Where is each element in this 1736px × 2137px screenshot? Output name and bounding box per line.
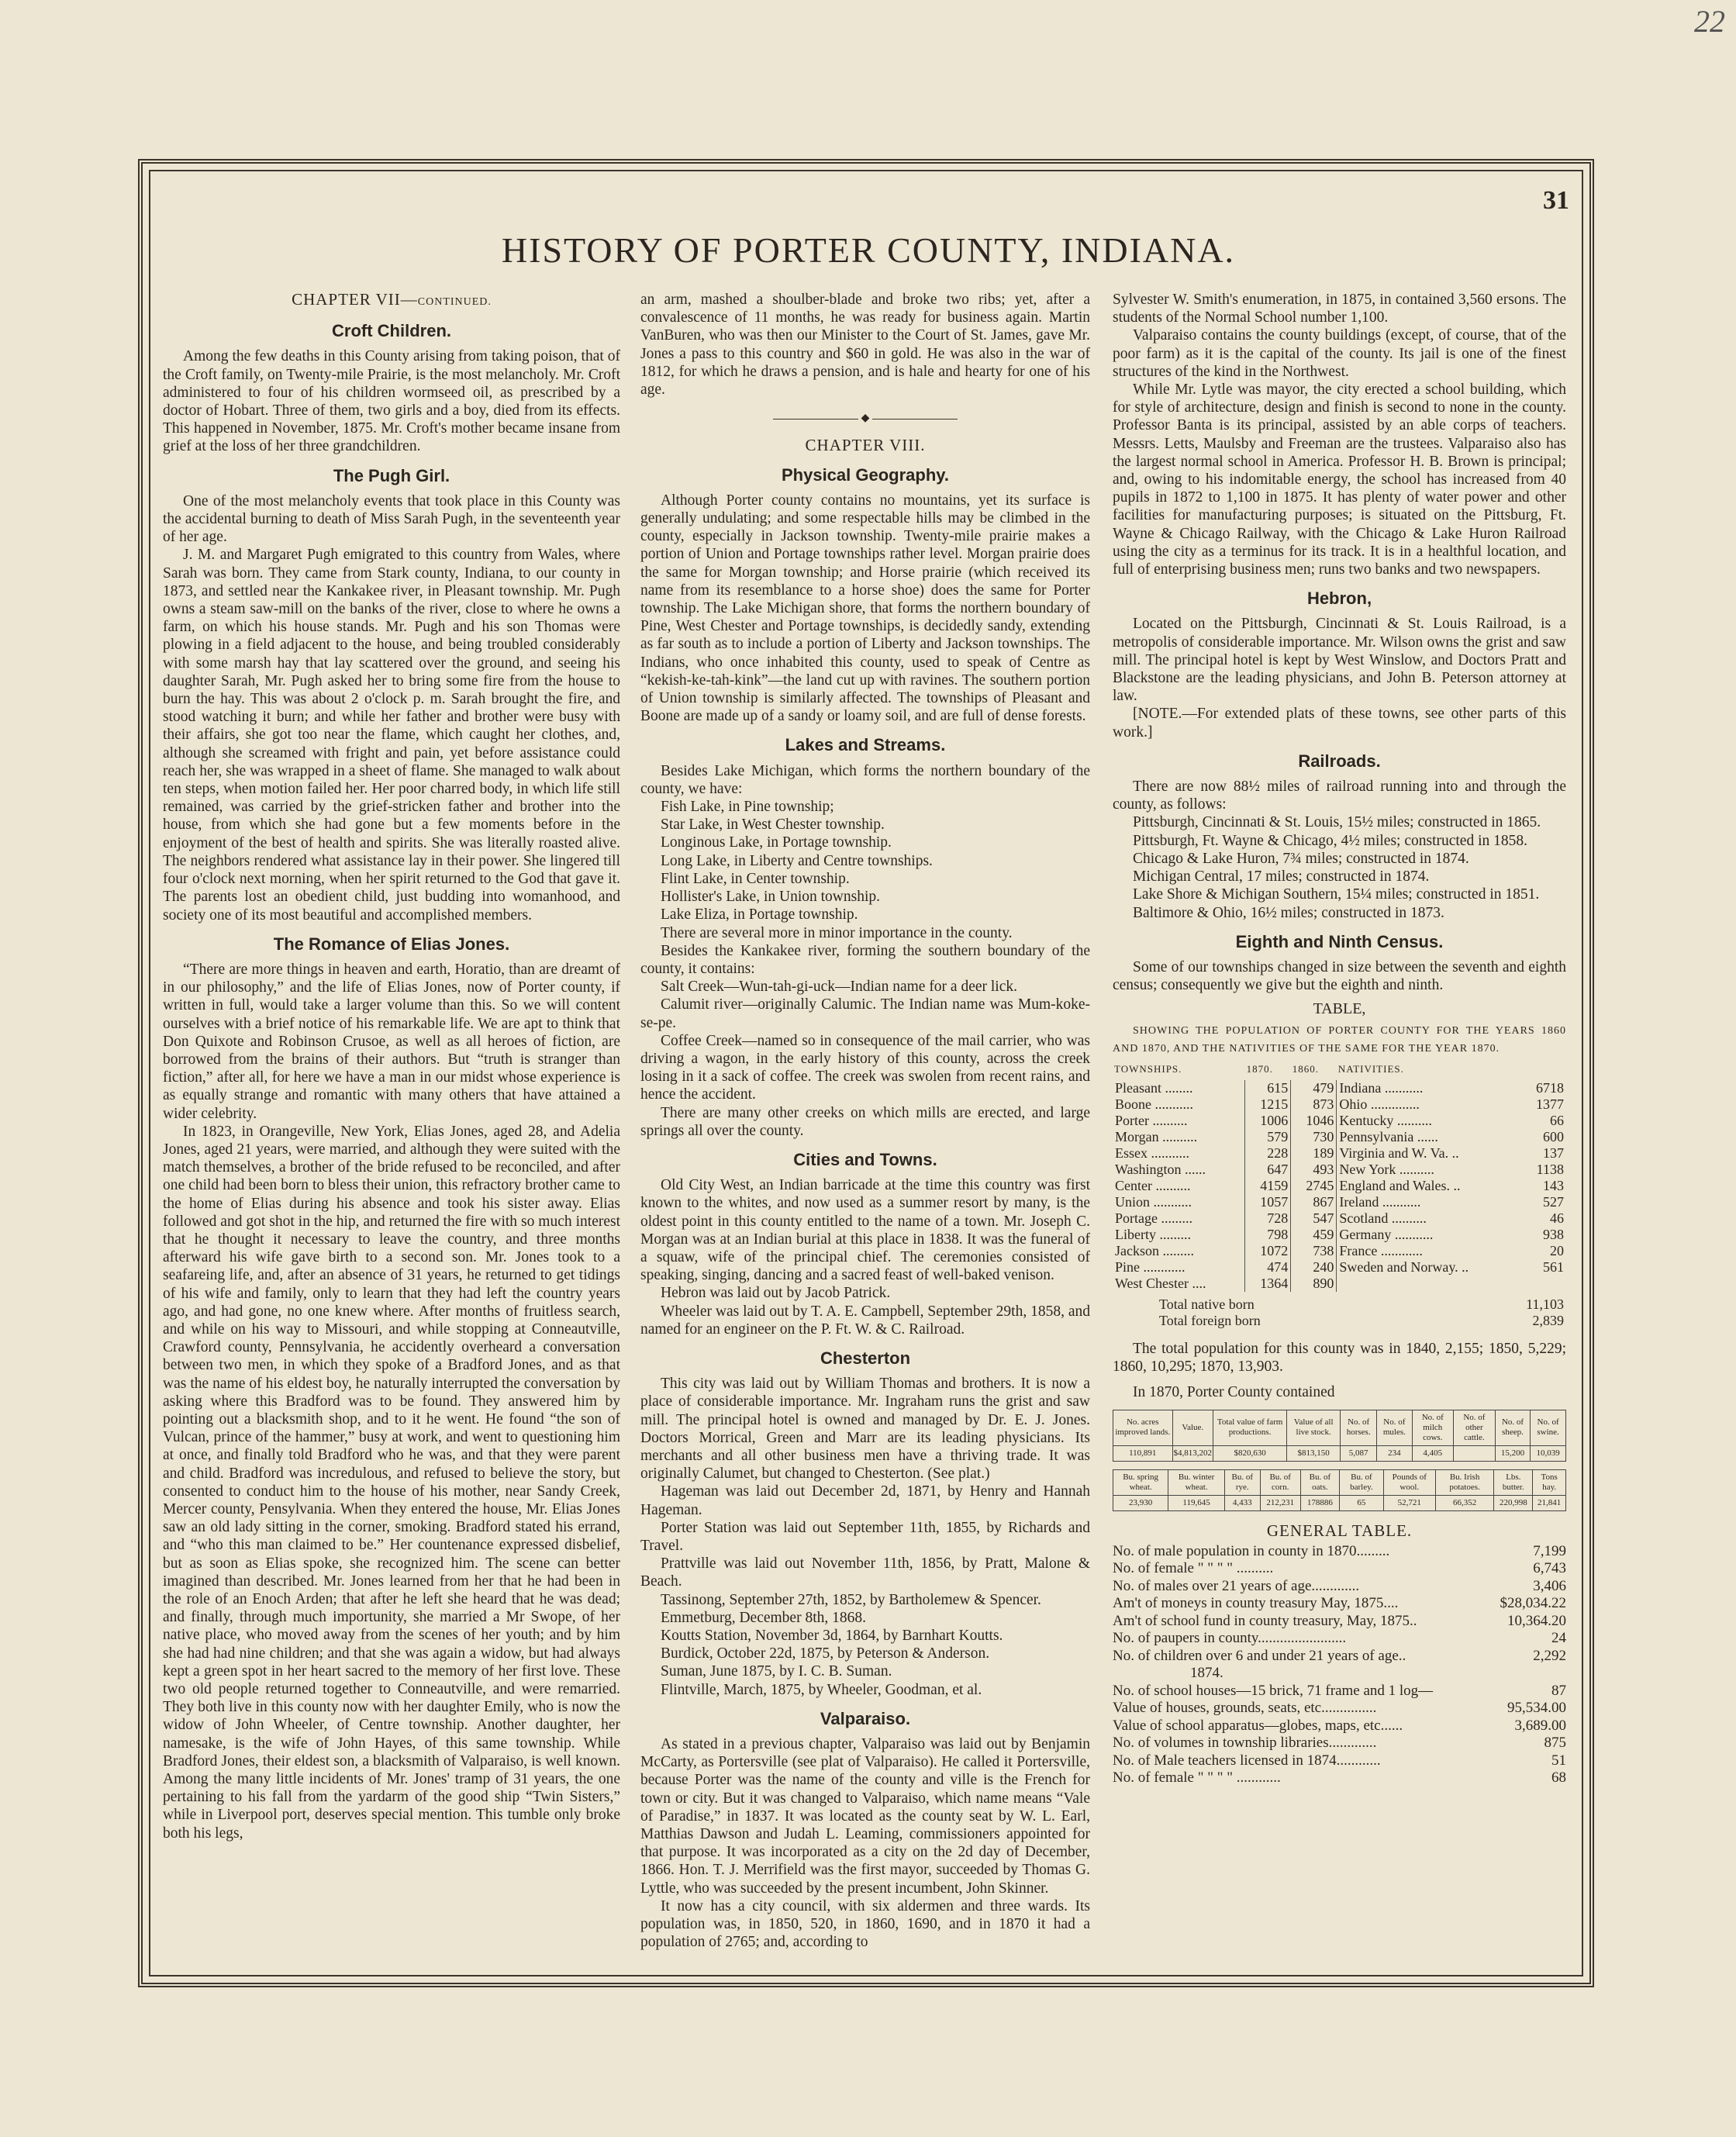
paragraph: Porter Station was laid out September 11th, 1855, by Richards and Travel. xyxy=(640,1519,1090,1554)
table-caption: TABLE, xyxy=(1313,1000,1366,1018)
stat-value: 23,930 xyxy=(1113,1495,1168,1510)
population-1870: 798 xyxy=(1245,1227,1291,1243)
total-native-label: Total native born xyxy=(1159,1296,1255,1312)
population-1870: 228 xyxy=(1245,1145,1291,1162)
stat-header: Bu. of barley. xyxy=(1340,1469,1384,1495)
general-item-label: No. of Male teachers licensed in 1874............ xyxy=(1113,1752,1381,1769)
nativity-count: 938 xyxy=(1543,1226,1564,1242)
stat-header: No. of other cattle. xyxy=(1454,1410,1496,1445)
stat-header: Bu. of rye. xyxy=(1224,1469,1260,1495)
stat-header: No. of milch cows. xyxy=(1412,1410,1454,1445)
column-3 xyxy=(1113,291,1566,1787)
paragraph: “There are more things in heaven and earth, Horatio, than are dreamt of in our philosophy,” and the life of Elias Jones, now of Porter county, if written in full, would take a larger volume than this. So we will content ourselves with a brief notice of his remarkable life. We are apt to think that Don Quixote and Robinson Crusoe, as well as all heroes of fiction, are borrowed from the brains of their authors. But “truth is stranger than fiction,” after all, for here we have a man in our midst whose experience is as equally strange and romantic with many others that have attained a wider celebrity. xyxy=(163,961,620,1122)
stat-value: 5,087 xyxy=(1341,1445,1377,1461)
stat-header: Lbs. butter. xyxy=(1494,1469,1533,1495)
population-1870: 1006 xyxy=(1245,1113,1291,1129)
col-header: 1860. xyxy=(1292,1062,1319,1075)
general-item-value: 10,364.20 xyxy=(1507,1612,1566,1629)
general-table xyxy=(1113,1543,1566,1787)
paragraph: In 1870, Porter County contained xyxy=(1133,1384,1335,1401)
township-name: Morgan .......... xyxy=(1115,1128,1198,1144)
general-item-label: Value of houses, grounds, seats, etc............... xyxy=(1113,1700,1377,1717)
paragraph: There are many other creeks on which mills are erected, and large springs all over the county. xyxy=(640,1104,1090,1139)
col-header: NATIVITIES. xyxy=(1337,1062,1404,1075)
stat-header: Bu. of corn. xyxy=(1260,1469,1300,1495)
table-row xyxy=(1113,1210,1566,1227)
general-item-value: 6,743 xyxy=(1533,1560,1566,1577)
table-row xyxy=(1113,1194,1566,1210)
paragraph: Hageman was laid out December 2d, 1871, by Henry and Hannah Hageman. xyxy=(640,1483,1090,1518)
general-item-label: Value of school apparatus—globes, maps, etc...... xyxy=(1113,1717,1403,1734)
population-1870: 579 xyxy=(1245,1129,1291,1145)
stat-value: $4,813,202 xyxy=(1172,1445,1213,1461)
general-item-value: 95,534.00 xyxy=(1507,1700,1566,1717)
table-row xyxy=(1113,1665,1566,1683)
general-item-value: 68 xyxy=(1551,1769,1566,1787)
paragraph: This city was laid out by William Thomas and brothers. It is now a place of considerable importance. Mr. Ingraham runs the grist and saw mill. The principal hotel is owned and managed by Dr. E. J. Jones. Doctors Morrical, Green and Marr are its leading physicians. Its merchants and all other business men have a thriving trade. It was originally Calumet, but changed to Chesterton. (See plat.) xyxy=(640,1376,1090,1483)
population-1870: 474 xyxy=(1245,1259,1291,1276)
paragraph: As stated in a previous chapter, Valparaiso was laid out by Benjamin McCarty, as Portersville (see plat of Valparaiso). He called it Portersville, because Porter was the name of the county and ville is the French for town or city. But it was changed to Valparaiso, which name means “Vale of Paradise,” in 1837. It was located as the county seat by W. L. Earl, Matthias Dawson and Judah L. Leaming, commissioners appointed for that purpose. It was incorporated as a city on the 2d day of December, 1866. Hon. T. J. Merrifield was the first mayor, succeeded by Thomas G. Lyttle, who was succeeded by the present incumbent, John Skinner. xyxy=(640,1736,1090,1897)
table-row xyxy=(1113,1735,1566,1752)
list-item: Longinous Lake, in Portage township. xyxy=(661,834,892,851)
list-item: Flint Lake, in Center township. xyxy=(661,870,850,887)
stat-value: 10,039 xyxy=(1531,1445,1566,1461)
table-row xyxy=(1113,1276,1566,1292)
population-1860: 867 xyxy=(1291,1194,1337,1210)
page-number: 31 xyxy=(1543,186,1569,215)
nativity-name: Ireland ........... xyxy=(1337,1194,1521,1210)
section-heading-elias: The Romance of Elias Jones. xyxy=(273,934,510,954)
stat-value: 52,721 xyxy=(1383,1495,1435,1510)
population-1860: 189 xyxy=(1291,1145,1337,1162)
paragraph: There are several more in minor importance in the county. xyxy=(661,924,1013,941)
paragraph: Suman, June 1875, by I. C. B. Suman. xyxy=(661,1663,892,1680)
nativity-count xyxy=(1521,1276,1566,1292)
paragraph: While Mr. Lytle was mayor, the city erected a school building, which for style of architecture, design and finish is second to none in the county. Professor Banta is its principal, assisted by an able corps of teachers. Messrs. Letts, Maulsby and Freeman are the trustees. Valparaiso also has the largest normal school in America. Professor H. B. Brown is principal; and, owing to his indomitable energy, the school has increased from 40 pupils in 1872 to 1,100 in 1875. It has plenty of water power and other facilities for manufacturing purposes; is situated on the Pittsburg, Ft. Wayne & Chicago Railway, with the Chicago & Lake Huron Railroad using the city as a terminus for its track. It is in a healthful location, and full of enterprising business men; runs two banks and two newspapers. xyxy=(1113,381,1566,578)
general-item-label: No. of males over 21 years of age............. xyxy=(1113,1577,1360,1594)
population-1870: 647 xyxy=(1245,1162,1291,1178)
table-row xyxy=(1113,1543,1566,1561)
population-1860: 240 xyxy=(1291,1259,1337,1276)
stat-header: Value. xyxy=(1172,1410,1213,1445)
stat-header: No. of horses. xyxy=(1341,1410,1377,1445)
table-row xyxy=(1113,1769,1566,1787)
population-1870: 1215 xyxy=(1245,1096,1291,1113)
section-heading-cities: Cities and Towns. xyxy=(793,1149,937,1169)
nativity-count: 1138 xyxy=(1536,1161,1564,1177)
paragraph: One of the most melancholy events that took place in this County was the accidental burning to death of Miss Sarah Pugh, in the seventeenth year of her age. xyxy=(163,492,620,546)
paragraph: Located on the Pittsburgh, Cincinnati & St. Louis Railroad, is a metropolis of considerable importance. Mr. Wilson owns the grist and saw mill. The principal hotel is kept by West Winslow, and Doctors Pratt and Blackstone are the leading physicians, and John B. Peterson attorney at law. xyxy=(1113,616,1566,705)
table-row xyxy=(1113,1227,1566,1243)
general-item-value: 3,689.00 xyxy=(1514,1717,1566,1734)
population-1870: 1072 xyxy=(1245,1243,1291,1259)
township-name: Jackson ......... xyxy=(1115,1242,1194,1258)
section-heading-census: Eighth and Ninth Census. xyxy=(1235,931,1444,951)
nativity-name: Sweden and Norway. .. xyxy=(1337,1259,1521,1276)
table-row xyxy=(1113,1648,1566,1666)
paragraph: Among the few deaths in this County arising from taking poison, that of the Croft family, on Twenty-mile Prairie, is the most melancholy. Mr. Croft administered to four of his children wormseed oil, as prescribed by a doctor of Hobart. Three of them, two girls and a boy, died from its effects. This happened in November, 1875. Mr. Croft's mother became insane from grief at the loss of her three grandchildren. xyxy=(163,348,620,455)
page-title: HISTORY OF PORTER COUNTY, INDIANA. xyxy=(501,230,1236,270)
list-item: Star Lake, in West Chester township. xyxy=(661,816,885,834)
chapter-continued: CONTINUED. xyxy=(417,296,492,308)
stat-header: No. acres improved lands. xyxy=(1113,1410,1173,1445)
table-row xyxy=(1113,1718,1566,1735)
table-row xyxy=(1113,1259,1566,1276)
paragraph: Besides the Kankakee river, forming the southern boundary of the county, it contains: xyxy=(640,942,1090,977)
stat-value: 119,645 xyxy=(1168,1495,1225,1510)
chapter-heading xyxy=(163,291,620,311)
nativity-name: England and Wales. .. xyxy=(1337,1178,1521,1194)
paragraph: an arm, mashed a shoulber-blade and broke two ribs; yet, after a convalescence of 11 months, he was ready for business again. Martin VanBuren, who was then our Minister to the Court of St. James, gave Mr. Jones a pass to this country and $60 in gold. He was also in the war of 1812, for which he draws a pension, and is hale and hearty for one of his age. xyxy=(640,292,1090,399)
table-row xyxy=(1113,1178,1566,1194)
stat-header: Total value of farm productions. xyxy=(1213,1410,1287,1445)
section-heading-lakes: Lakes and Streams. xyxy=(785,735,946,755)
nativity-name: Germany ........... xyxy=(1337,1227,1521,1243)
nativity-name: France ............ xyxy=(1337,1243,1521,1259)
population-1870: 1364 xyxy=(1245,1276,1291,1292)
table-subcaption: SHOWING THE POPULATION OF PORTER COUNTY FOR THE YEARS 1860 AND 1870, AND THE NATIVITIES OF THE SAME FOR THE YEAR 1870. xyxy=(1113,1024,1566,1055)
farm-stats-table-2 xyxy=(1113,1469,1566,1511)
total-foreign-value: 2,839 xyxy=(1532,1312,1564,1328)
stat-value: 15,200 xyxy=(1495,1445,1530,1461)
general-item-label: No. of female " " " " ............ xyxy=(1113,1769,1281,1787)
table-row xyxy=(1113,1162,1566,1178)
township-name: Pine ............ xyxy=(1115,1258,1186,1275)
total-foreign-label: Total foreign born xyxy=(1159,1312,1261,1328)
stat-value: 66,352 xyxy=(1435,1495,1494,1510)
table-row xyxy=(1113,1560,1566,1578)
list-item: Hollister's Lake, in Union township. xyxy=(661,889,880,906)
column-1 xyxy=(163,291,620,1842)
nativity-count: 6718 xyxy=(1536,1079,1564,1096)
table-header-row xyxy=(1113,1058,1566,1080)
stat-value: 4,405 xyxy=(1412,1445,1454,1461)
stat-header: Bu. winter wheat. xyxy=(1168,1469,1225,1495)
township-name: Porter .......... xyxy=(1115,1112,1188,1128)
stat-value: 178886 xyxy=(1300,1495,1339,1510)
general-item-value: 24 xyxy=(1551,1630,1566,1647)
general-item-label: No. of female " " " " .......... xyxy=(1113,1560,1274,1577)
township-name: Boone ........... xyxy=(1115,1096,1193,1112)
township-name: Pleasant ........ xyxy=(1115,1079,1193,1096)
list-item: Long Lake, in Liberty and Centre townships. xyxy=(661,852,933,869)
paragraph: Old City West, an Indian barricade at the time this country was first known to the whites, and now used as a summer resort by many, is the oldest point in this county entitled to the name of a town. Mr. Joseph C. Morgan was at an Indian burial at this place in 1838. It was the funeral of a squaw, wife of the principal chief. The ceremonies consisted of speaking, singing, dancing and a sacred feast of well-baked venison. xyxy=(640,1177,1090,1284)
stat-header: No. of sheep. xyxy=(1495,1410,1530,1445)
table-row xyxy=(1113,1145,1566,1162)
general-item-label: No. of children over 6 and under 21 years of age.. xyxy=(1113,1647,1406,1664)
chapter-label: CHAPTER VII— xyxy=(292,290,418,309)
table-row xyxy=(1113,1700,1566,1718)
general-item-value: 87 xyxy=(1551,1682,1566,1699)
township-name: Portage ......... xyxy=(1115,1210,1192,1226)
paragraph: Besides Lake Michigan, which forms the northern boundary of the county, we have: xyxy=(640,762,1090,797)
general-item-label: No. of school houses—15 brick, 71 frame and 1 log— xyxy=(1113,1682,1434,1699)
table-row xyxy=(1113,1595,1566,1613)
nativity-name: Kentucky .......... xyxy=(1337,1113,1521,1129)
general-item-value: 875 xyxy=(1544,1735,1566,1752)
general-item-label: 1874. xyxy=(1190,1665,1223,1682)
population-1870: 615 xyxy=(1245,1080,1291,1096)
divider-ornament: ◆ xyxy=(640,409,1090,427)
table-header-row xyxy=(1113,1410,1566,1445)
table-row xyxy=(1113,1113,1566,1129)
population-1860: 730 xyxy=(1291,1129,1337,1145)
stat-header: Bu. of oats. xyxy=(1300,1469,1339,1495)
stat-header: Pounds of wool. xyxy=(1383,1469,1435,1495)
section-heading-railroads: Railroads. xyxy=(1298,751,1381,771)
nativity-count: 600 xyxy=(1543,1128,1564,1144)
general-item-label: No. of volumes in township libraries............. xyxy=(1113,1735,1377,1752)
table-row xyxy=(1113,1495,1566,1510)
nativity-count: 20 xyxy=(1550,1242,1564,1258)
nativity-count: 143 xyxy=(1543,1177,1564,1193)
paragraph: Koutts Station, November 3d, 1864, by Barnhart Koutts. xyxy=(661,1628,1003,1645)
general-item-value: 2,292 xyxy=(1533,1647,1566,1664)
population-1860: 493 xyxy=(1291,1162,1337,1178)
population-table xyxy=(1113,1058,1566,1292)
stat-value: 212,231 xyxy=(1260,1495,1300,1510)
farm-stats-table-1 xyxy=(1113,1410,1566,1462)
section-heading-chesterton: Chesterton xyxy=(820,1348,911,1368)
total-native-value: 11,103 xyxy=(1526,1296,1564,1312)
col-header: 1870. xyxy=(1246,1062,1273,1075)
paragraph: Sylvester W. Smith's enumeration, in 1875, in contained 3,560 ersons. The students of the Normal School number 1,100. xyxy=(1113,292,1566,326)
stat-header: No. of swine. xyxy=(1531,1410,1566,1445)
stat-value: $820,630 xyxy=(1213,1445,1287,1461)
nativity-count: 66 xyxy=(1550,1112,1564,1128)
paragraph: [NOTE.—For extended plats of these towns, see other parts of this work.] xyxy=(1113,706,1566,741)
population-1860: 1046 xyxy=(1291,1113,1337,1129)
section-heading-physical: Physical Geography. xyxy=(781,464,949,485)
stat-header: Tons hay. xyxy=(1533,1469,1566,1495)
general-item-label: No. of male population in county in 1870......... xyxy=(1113,1542,1390,1559)
paragraph: Calumit river—originally Calumic. The Indian name was Mum-koke-se-pe. xyxy=(640,996,1090,1031)
stat-value: 220,998 xyxy=(1494,1495,1533,1510)
population-1870: 4159 xyxy=(1245,1178,1291,1194)
population-totals xyxy=(1113,1296,1566,1329)
general-table-title: GENERAL TABLE. xyxy=(1266,1521,1413,1540)
railroad-item: Pittsburgh, Cincinnati & St. Louis, 15½ miles; constructed in 1865. xyxy=(1133,814,1541,831)
population-1860: 2745 xyxy=(1291,1178,1337,1194)
nativity-name: Virginia and W. Va. .. xyxy=(1337,1145,1521,1162)
general-item-label: Am't of moneys in county treasury May, 1875.... xyxy=(1113,1595,1399,1612)
stat-value: 110,891 xyxy=(1113,1445,1173,1461)
nativity-count: 561 xyxy=(1543,1258,1564,1275)
stat-value: $813,150 xyxy=(1287,1445,1341,1461)
population-1860: 873 xyxy=(1291,1096,1337,1113)
nativity-name: Pennsylvania ...... xyxy=(1337,1129,1521,1145)
paragraph: Flintville, March, 1875, by Wheeler, Goodman, et al. xyxy=(661,1681,982,1698)
general-item-label: No. of paupers in county........................ xyxy=(1113,1630,1347,1647)
railroad-item: Michigan Central, 17 miles; constructed in 1874. xyxy=(1133,868,1430,886)
paragraph: Burdick, October 22d, 1875, by Peterson & Anderson. xyxy=(661,1645,990,1662)
stat-header: Bu. spring wheat. xyxy=(1113,1469,1168,1495)
nativity-count: 137 xyxy=(1543,1144,1564,1161)
stat-value: 4,433 xyxy=(1224,1495,1260,1510)
railroad-item: Chicago & Lake Huron, 7¾ miles; constructed in 1874. xyxy=(1133,850,1469,867)
table-header-row xyxy=(1113,1469,1566,1495)
stat-value: 65 xyxy=(1340,1495,1384,1510)
table-row xyxy=(1113,1296,1566,1313)
population-1860: 479 xyxy=(1291,1080,1337,1096)
township-name: Liberty ......... xyxy=(1115,1226,1191,1242)
township-name: Center .......... xyxy=(1115,1177,1191,1193)
paragraph: Some of our townships changed in size between the seventh and eighth census; consequently we give but the eighth and ninth. xyxy=(1113,958,1566,994)
table-row xyxy=(1113,1243,1566,1259)
stat-value: 21,841 xyxy=(1533,1495,1566,1510)
population-1870: 728 xyxy=(1245,1210,1291,1227)
table-row xyxy=(1113,1313,1566,1329)
nativity-name: Indiana ........... xyxy=(1337,1080,1521,1096)
general-item-label: Am't of school fund in county treasury, May, 1875.. xyxy=(1113,1612,1417,1629)
paragraph: Valparaiso contains the county buildings (except, of course, that of the poor farm) as it is the capital of the county. Its jail is one of the finest structures of the kind in the Northwest. xyxy=(1113,327,1566,380)
list-item: Lake Eliza, in Portage township. xyxy=(661,906,858,924)
population-1860: 738 xyxy=(1291,1243,1337,1259)
railroad-item: Baltimore & Ohio, 16½ miles; constructed in 1873. xyxy=(1133,904,1444,921)
railroad-item: Lake Shore & Michigan Southern, 15¼ miles; constructed in 1851. xyxy=(1133,886,1540,903)
paragraph: J. M. and Margaret Pugh emigrated to this country from Wales, where Sarah was born. They came from Stark county, Indiana, to our county in 1873, and settled near the Kankakee river, in Pleasant township. Mr. Pugh owns a steam saw-mill on the banks of the river, close to where he owns a farm, on which his house stands. Mr. Pugh and his son Thomas were plowing in a field adjacent to the house, and being troubled considerably with some marsh hay that lay scattered over the ground, and seeing his daughter Sarah, Mr. Pugh asked her to bring some fire from the house to burn the hay. This was about 2 o'clock p. m. Sarah brought the fire, and stood watching it burn; and while her father and brother were busy with their affairs, she got too near the flame, which caught her clothes, and, although she screamed with fright and pain, yet before assistance could reach her, she was wrapped in a sheet of flame. She managed to walk about ten steps, when motion failed her. Her poor charred body, in which life still remained, was carried by the grief-stricken father and brother into the house, from which she had gone but a few moments before in the enjoyment of the best of health and spirits. She was literally roasted alive. The neighbors rendered what assistance lay in their power. She lingered till four o'clock next morning, when her spirit returned to the God that gave it. The parents lost an obedient child, just budding into womanhood, and society one of its most beautiful and accomplished members. xyxy=(163,547,620,924)
table-row xyxy=(1113,1129,1566,1145)
section-heading-pugh: The Pugh Girl. xyxy=(333,465,450,485)
paragraph: Hebron was laid out by Jacob Patrick. xyxy=(661,1285,891,1302)
chapter-heading: CHAPTER VIII. xyxy=(805,436,926,455)
railroad-item: Pittsburgh, Ft. Wayne & Chicago, 4½ miles; constructed in 1858. xyxy=(1133,832,1528,849)
paragraph: Salt Creek—Wun-tah-gi-uck—Indian name for a deer lick. xyxy=(661,979,1018,996)
general-item-value: 51 xyxy=(1551,1752,1566,1769)
stat-value xyxy=(1454,1445,1496,1461)
section-heading-valparaiso: Valparaiso. xyxy=(820,1708,911,1728)
stat-value: 234 xyxy=(1377,1445,1412,1461)
population-1860: 547 xyxy=(1291,1210,1337,1227)
paragraph: It now has a city council, with six aldermen and three wards. Its population was, in 1850, 520, in 1860, 1690, and in 1870 it had a population of 2765; and, according to xyxy=(640,1897,1090,1951)
township-name: Essex ........... xyxy=(1115,1144,1189,1161)
paragraph: Wheeler was laid out by T. A. E. Campbell, September 29th, 1858, and named for an engineer on the P. Ft. W. & C. Railroad. xyxy=(640,1303,1090,1338)
paragraph: Prattville was laid out November 11th, 1856, by Pratt, Malone & Beach. xyxy=(640,1555,1090,1590)
general-item-value: 7,199 xyxy=(1533,1542,1566,1559)
table-row xyxy=(1113,1683,1566,1700)
stat-header: Value of all live stock. xyxy=(1287,1410,1341,1445)
general-item-value: 3,406 xyxy=(1533,1577,1566,1594)
nativity-count: 527 xyxy=(1543,1193,1564,1210)
township-name: Union ........... xyxy=(1115,1193,1192,1210)
nativity-name: Ohio .............. xyxy=(1337,1096,1521,1113)
nativity-name: Scotland .......... xyxy=(1337,1210,1521,1227)
nativity-name: New York .......... xyxy=(1337,1162,1521,1178)
column-2 xyxy=(640,291,1090,1951)
table-row xyxy=(1113,1752,1566,1770)
table-row xyxy=(1113,1613,1566,1631)
section-heading-hebron: Hebron, xyxy=(1306,589,1372,609)
page-corner-mark: 22 xyxy=(1694,4,1725,39)
nativity-count: 46 xyxy=(1550,1210,1564,1226)
table-row xyxy=(1113,1080,1566,1096)
general-item-value: $28,034.22 xyxy=(1500,1595,1566,1612)
stat-header: Bu. Irish potatoes. xyxy=(1435,1469,1494,1495)
paragraph: The total population for this county was in 1840, 2,155; 1850, 5,229; 1860, 10,295; 1870, 13,903. xyxy=(1113,1340,1566,1376)
paragraph: In 1823, in Orangeville, New York, Elias Jones, aged 28, and Adelia Jones, aged 21 years, were married, and although they were suited with the match themselves, a brother of the bride refused to be reconciled, and after one child had been born to bless their union, this refractory brother came to the home of Elias during his absence and took his sister away. Elias followed and got shot in the hip, and returned the fire with so much interest that he thought it necessary to leave the country, and three months afterward his wife gave birth to a second son. Mr. Jones took to a seafareing life, and, after an absence of 31 years, he returned to get tidings of his wife and family, only to learn that they had left the country years ago, and had gone, no one knew where. After months of fruitless search, and while on his way to Missouri, and while stopping at Conneautville, Crawford county, Pennsylvania, he accidently overheard a conversation between two men, in which they spoke of a Bradford Jones, and as that was the name of his eldest boy, he naturally interrupted the conversation by asking where this Bradford was to be found. They answered him by pointing out a blacksmith shop, and to it he went. He found “the son of Vulcan, prince of the hammer,” busy at work, and went to questioning him at once, and finally told Bradford who he was, and that they were parent and child. Bradford was incredulous, and refused to believe the story, but consented to conduct him to the house of his mother, near Sandy Creek, Mercer county, Pensylvania. When they entered the house, Mr. Elias Jones saw an old lady sitting in the corner, smoking. Bradford stated his errand, and “who this man claimed to be.” Her countenance expressed disbelief, but as soon as Elias spoke, she recognized him. The scene can better imagined than described. Mr. Jones learned from her that he had been in the role of an Enoch Arden; that after he left she heard that he was dead; and finally, through much importunity, she married a Mr Swope, of her native place, who moved away from the scenes of her youth; and by him she had had nine children; and that she was again a widow, but had always kept a green spot in her heart sacred to the memory of her first love. These two old people returned together to Conneautville, and were remarried. They both live in this county now with her daughter Emily, who is now the widow of John Wheeler, of Centre township. Another daughter, her namesake, is the wife of John Hayes, of this same township. While Bradford Jones, their eldest son, a blacksmith of Valparaiso, is well known. Among the many little incidents of Mr. Jones' tramp of 31 years, the one pertaining to his fall from the yardarm of the good ship “Twin Sisters,” while in Liverpool port, deserves special mention. This tumble only broke both his legs, xyxy=(163,1123,620,1842)
paragraph: Emmetburg, December 8th, 1868. xyxy=(661,1609,866,1626)
general-item-value xyxy=(1489,1665,1566,1683)
list-item: Fish Lake, in Pine township; xyxy=(661,799,834,816)
table-row xyxy=(1113,1578,1566,1596)
section-heading-croft: Croft Children. xyxy=(332,321,451,341)
table-row xyxy=(1113,1096,1566,1113)
table-row xyxy=(1113,1445,1566,1461)
paragraph: There are now 88½ miles of railroad running into and through the county, as follows: xyxy=(1113,779,1566,813)
stat-header: No. of mules. xyxy=(1377,1410,1412,1445)
paragraph: Tassinong, September 27th, 1852, by Bartholemew & Spencer. xyxy=(661,1591,1041,1608)
population-1860: 459 xyxy=(1291,1227,1337,1243)
col-header: TOWNSHIPS. xyxy=(1114,1062,1182,1075)
population-1870: 1057 xyxy=(1245,1194,1291,1210)
paragraph: Although Porter county contains no mountains, yet its surface is generally undulating; and some respectable hills may be climbed in the county, especially in Jackson township. Twenty-mile prairie makes a portion of Union and Portage townships rather level. Morgan prairie does the same for Morgan township; and Horse prairie (which received its name from its resemblance to a horse shoe) does the same for Porter township. The Lake Michigan shore, that forms the northern boundary of Pine, West Chester and Portage townships, is decidedly sandy, extending as far south as to include a portion of Liberty and Jackson townships. The Indians, who once inhabited this county, used to speak of Centre as “kekish-ke-tah-kink”—the land cut up with ravines. The southern portion of Union township is similarly affected. The townships of Pleasant and Boone are made up of a sandy or loamy soil, and are full of dense forests. xyxy=(640,492,1090,725)
table-row xyxy=(1113,1630,1566,1648)
nativity-name xyxy=(1337,1276,1521,1292)
paragraph: Coffee Creek—named so in consequence of the mail carrier, who was driving a wagon, in the early history of this county, across the creek losing in it a sack of coffee. The creek was swolen from recent rains, and hence the accident. xyxy=(640,1032,1090,1103)
nativity-count: 1377 xyxy=(1536,1096,1564,1112)
population-1860: 890 xyxy=(1291,1276,1337,1292)
township-name: West Chester .... xyxy=(1115,1275,1206,1291)
township-name: Washington ...... xyxy=(1115,1161,1206,1177)
